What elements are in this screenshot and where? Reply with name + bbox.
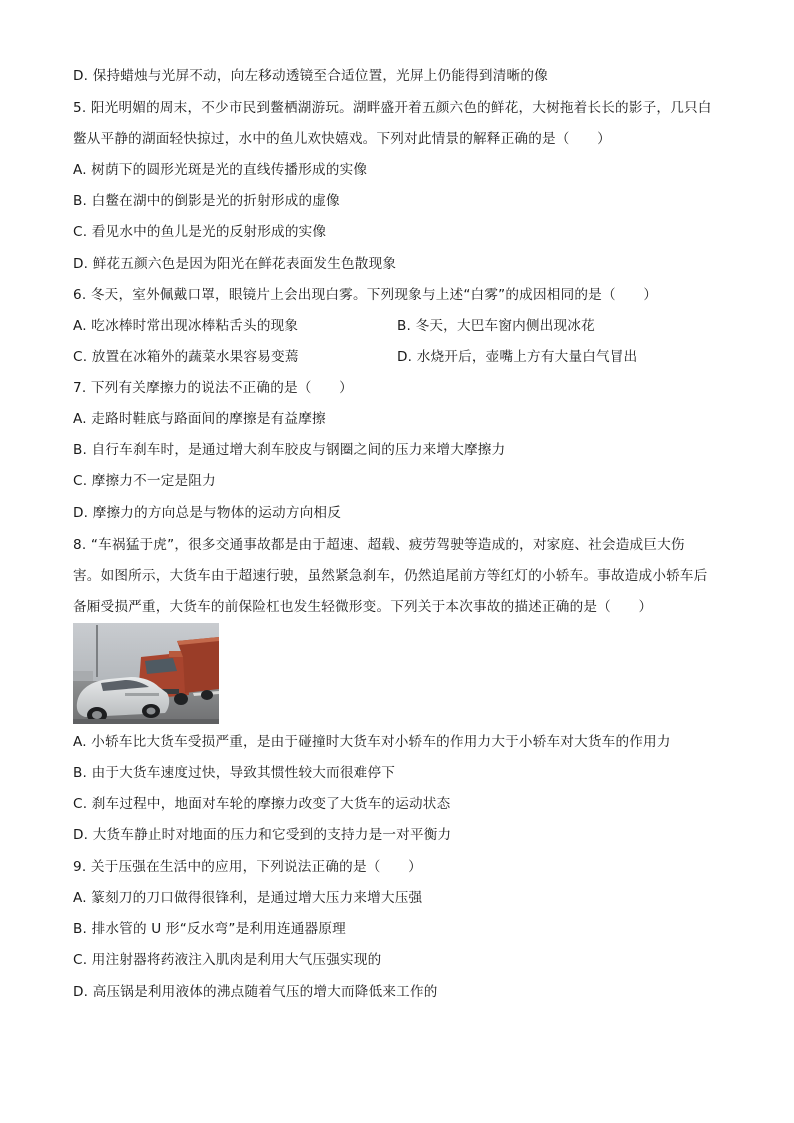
q7-option-a: A. 走路时鞋底与路面间的摩擦是有益摩擦 <box>73 411 326 427</box>
q6-option-c: C. 放置在冰箱外的蔬菜水果容易变蔫 <box>73 349 299 365</box>
q7-option-b: B. 自行车刹车时，是通过增大刹车胶皮与钢圈之间的压力来增大摩擦力 <box>73 442 506 458</box>
q7-option-d: D. 摩擦力的方向总是与物体的运动方向相反 <box>73 505 341 521</box>
q8-option-a: A. 小轿车比大货车受损严重，是由于碰撞时大货车对小轿车的作用力大于小轿车对大货车的作用力 <box>73 734 671 750</box>
q5-option-c: C. 看见水中的鱼儿是光的反射形成的实像 <box>73 224 327 240</box>
q8-stem-line-3: 备厢受损严重，大货车的前保险杠也发生轻微形变。下列关于本次事故的描述正确的是（ ） <box>73 599 653 615</box>
q5-stem-line-1: 5. 阳光明媚的周末，不少市民到鳖栖湖游玩。湖畔盛开着五颜六色的鲜花，大树拖着长长的影子，几只白 <box>73 100 712 116</box>
q8-option-c: C. 刹车过程中，地面对车轮的摩擦力改变了大货车的运动状态 <box>73 796 451 812</box>
q8-stem-line-2: 害。如图所示，大货车由于超速行驶，虽然紧急刹车，仍然追尾前方等红灯的小轿车。事故造成小轿车后 <box>73 568 708 584</box>
accident-photo <box>73 623 219 724</box>
q9-option-a: A. 篆刻刀的刀口做得很锋利，是通过增大压力来增大压强 <box>73 890 423 906</box>
q5-option-d: D. 鲜花五颜六色是因为阳光在鲜花表面发生色散现象 <box>73 256 397 272</box>
q7-stem: 7. 下列有关摩擦力的说法不正确的是（ ） <box>73 380 353 396</box>
q9-option-d: D. 高压锅是利用液体的沸点随着气压的增大而降低来工作的 <box>73 984 438 1000</box>
q5-option-a: A. 树荫下的圆形光斑是光的直线传播形成的实像 <box>73 162 368 178</box>
q8-option-b: B. 由于大货车速度过快，导致其惯性较大而很难停下 <box>73 765 396 781</box>
q5-stem-line-2: 鳖从平静的湖面轻快掠过，水中的鱼儿欢快嬉戏。下列对此情景的解释正确的是（ ） <box>73 131 611 147</box>
q8-option-d: D. 大货车静止时对地面的压力和它受到的支持力是一对平衡力 <box>73 827 452 843</box>
q8-stem-line-1: 8. “车祸猛于虎”，很多交通事故都是由于超速、超载、疲劳驾驶等造成的，对家庭、社会造成巨大伤 <box>73 537 685 553</box>
q6-stem: 6. 冬天，室外佩戴口罩，眼镜片上会出现白雾。下列现象与上述“白雾”的成因相同的是（ ） <box>73 287 658 303</box>
q7-option-c: C. 摩擦力不一定是阻力 <box>73 473 216 489</box>
q6-option-a: A. 吃冰棒时常出现冰棒粘舌头的现象 <box>73 318 299 334</box>
q9-stem: 9. 关于压强在生活中的应用，下列说法正确的是（ ） <box>73 859 422 875</box>
q9-option-c: C. 用注射器将药液注入肌肉是利用大气压强实现的 <box>73 952 382 968</box>
q5-option-b: B. 白鳖在湖中的倒影是光的折射形成的虚像 <box>73 193 340 209</box>
q9-option-b: B. 排水管的 U 形“反水弯”是利用连通器原理 <box>73 921 346 937</box>
q4-option-d: D. 保持蜡烛与光屏不动，向左移动透镜至合适位置，光屏上仍能得到清晰的像 <box>73 68 548 84</box>
q6-option-d: D. 水烧开后，壶嘴上方有大量白气冒出 <box>397 349 638 365</box>
q6-option-b: B. 冬天，大巴车窗内侧出现冰花 <box>397 318 595 334</box>
